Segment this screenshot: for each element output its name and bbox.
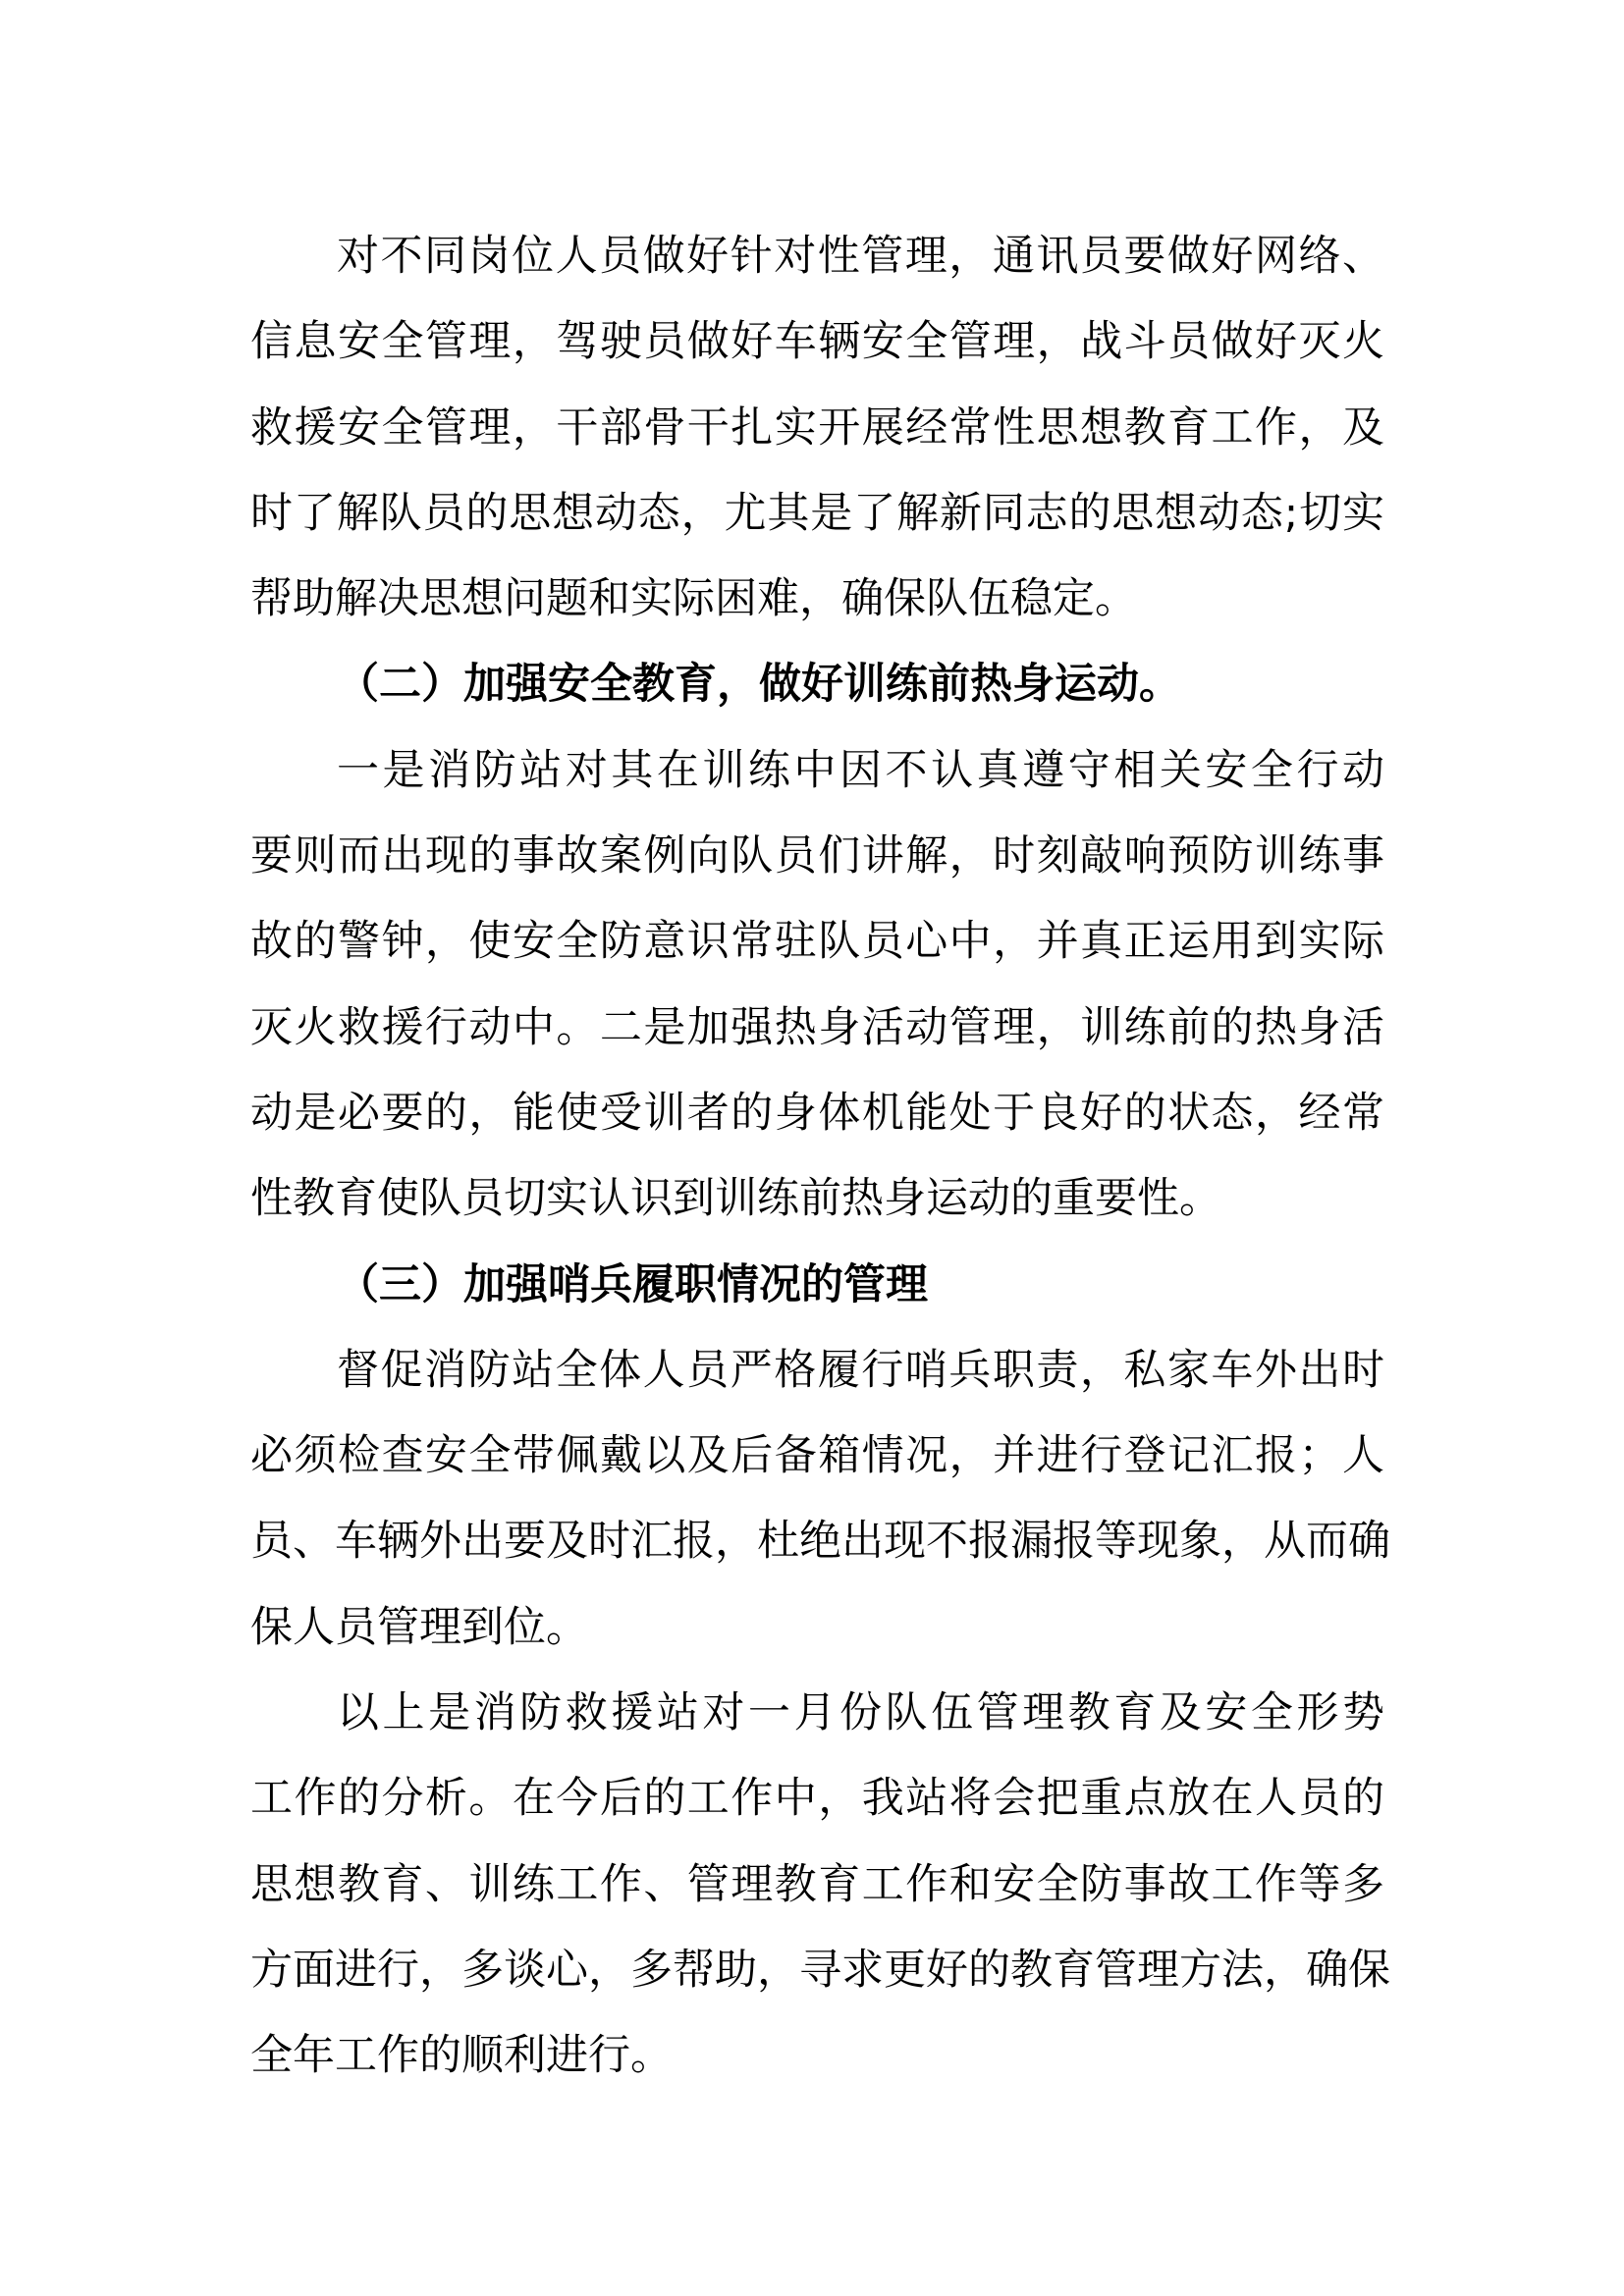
text-line: 以上是消防救援站对一月份队伍管理教育及安全形势 xyxy=(337,1688,1384,1738)
paragraph xyxy=(250,728,1384,1243)
text-line: 要则而出现的事故案例向队员们讲解，时刻敲响预防训练事 xyxy=(250,831,1384,881)
text-line: 性教育使队员切实认识到训练前热身运动的重要性。 xyxy=(250,1174,1221,1224)
text-line: 督促消防站全体人员严格履行哨兵职责，私家车外出时 xyxy=(337,1345,1384,1395)
text-line: 必须检查安全带佩戴以及后备箱情况，并进行登记汇报；人 xyxy=(250,1431,1384,1481)
text-line: （三）加强哨兵履职情况的管理 xyxy=(337,1259,928,1309)
document-body xyxy=(250,214,1390,2100)
text-line: 救援安全管理，干部骨干扎实开展经常性思想教育工作，及 xyxy=(250,402,1384,453)
text-line: 思想教育、训练工作、管理教育工作和安全防事故工作等多 xyxy=(250,1859,1384,1909)
text-line: （二）加强安全教育，做好训练前热身运动。 xyxy=(337,660,1181,710)
section-heading xyxy=(250,642,1384,727)
paragraph xyxy=(250,1328,1390,1671)
text-line: 时了解队员的思想动态，尤其是了解新同志的思想动态;切实 xyxy=(250,488,1384,538)
text-line: 保人员管理到位。 xyxy=(250,1602,588,1652)
paragraph xyxy=(250,1671,1390,2099)
text-line: 对不同岗位人员做好针对性管理，通讯员要做好网络、 xyxy=(337,232,1384,281)
text-line: 信息安全管理，驾驶员做好车辆安全管理，战斗员做好灭火 xyxy=(250,317,1384,367)
text-line: 故的警钟，使安全防意识常驻队员心中，并真正运用到实际 xyxy=(250,917,1384,967)
text-line: 灭火救援行动中。二是加强热身活动管理，训练前的热身活 xyxy=(250,1002,1384,1052)
section-heading xyxy=(250,1243,1384,1328)
text-line: 动是必要的，能使受训者的身体机能处于良好的状态，经常 xyxy=(250,1088,1384,1138)
paragraph xyxy=(250,214,1384,642)
text-line: 员、车辆外出要及时汇报，杜绝出现不报漏报等现象，从而确 xyxy=(250,1517,1390,1567)
text-line: 一是消防站对其在训练中因不认真遵守相关安全行动 xyxy=(337,745,1384,795)
text-line: 帮助解决思想问题和实际困难，确保队伍稳定。 xyxy=(250,574,1137,624)
text-line: 方面进行，多谈心，多帮助，寻求更好的教育管理方法，确保 xyxy=(250,1945,1390,1995)
text-line: 工作的分析。在今后的工作中，我站将会把重点放在人员的 xyxy=(250,1774,1384,1824)
text-line: 全年工作的顺利进行。 xyxy=(250,2031,673,2081)
